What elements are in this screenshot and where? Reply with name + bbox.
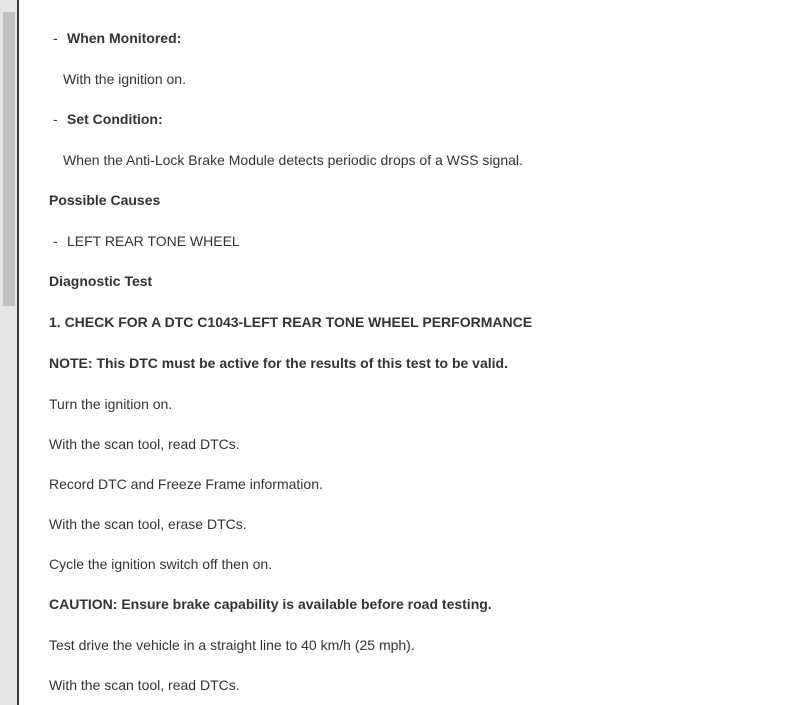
when-monitored-text: With the ignition on. xyxy=(63,71,186,87)
list-item-when-monitored xyxy=(49,29,181,47)
set-condition-text: When the Anti-Lock Brake Module detects periodic drops of a WSS signal. xyxy=(63,152,523,168)
step-1-heading: 1. CHECK FOR A DTC C1043-LEFT REAR TONE WHEEL PERFORMANCE xyxy=(49,314,533,330)
list-item-set-condition xyxy=(49,110,163,128)
bullet-dash: - xyxy=(53,233,58,249)
bullet-dash: - xyxy=(53,30,58,46)
list-item-possible-cause xyxy=(49,232,240,250)
instruction-2: With the scan tool, read DTCs. xyxy=(49,436,240,452)
note-text: NOTE: This DTC must be active for the results of this test to be valid. xyxy=(49,355,508,371)
diagnostic-test-heading: Diagnostic Test xyxy=(49,273,153,289)
instruction-1: Turn the ignition on. xyxy=(49,396,173,412)
instruction-6: Test drive the vehicle in a straight line to 40 km/h (25 mph). xyxy=(49,637,415,653)
possible-causes-heading: Possible Causes xyxy=(49,192,161,208)
instruction-7: With the scan tool, read DTCs. xyxy=(49,677,240,693)
set-condition-label: Set Condition: xyxy=(67,111,163,127)
panel-divider xyxy=(17,0,19,705)
instruction-4: With the scan tool, erase DTCs. xyxy=(49,516,247,532)
caution-text: CAUTION: Ensure brake capability is available before road testing. xyxy=(49,596,492,612)
possible-cause-text: LEFT REAR TONE WHEEL xyxy=(67,233,240,249)
scrollbar-thumb[interactable] xyxy=(3,12,15,306)
when-monitored-label: When Monitored: xyxy=(67,30,182,46)
bullet-dash: - xyxy=(53,111,58,127)
instruction-5: Cycle the ignition switch off then on. xyxy=(49,556,273,572)
instruction-3: Record DTC and Freeze Frame information. xyxy=(49,476,323,492)
scrollbar-track[interactable] xyxy=(0,0,17,705)
